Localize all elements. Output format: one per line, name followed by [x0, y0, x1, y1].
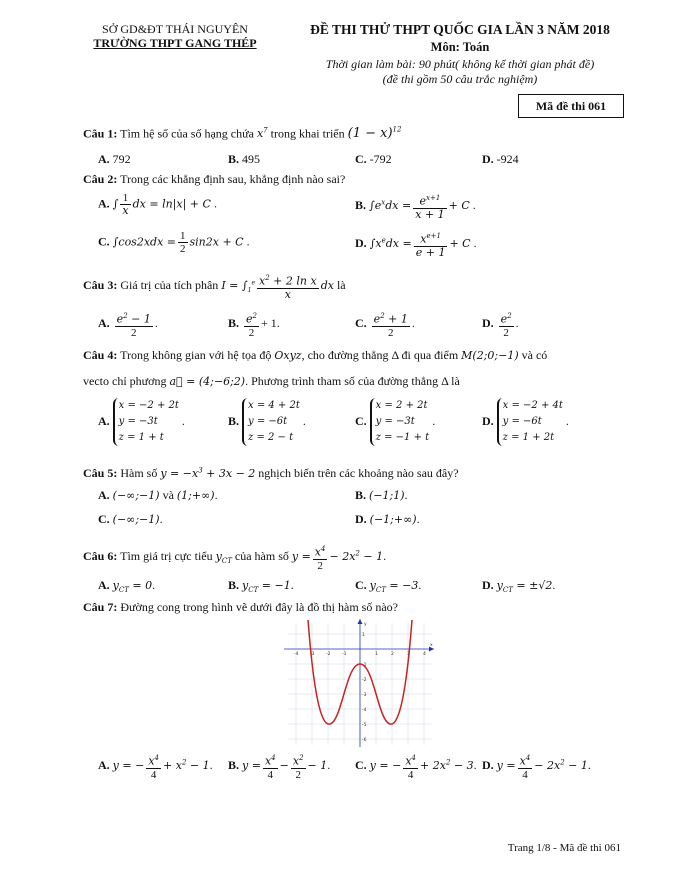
q3-option-c[interactable]: C. $\frac{e^2 + 1}{2}$ . — [355, 312, 415, 339]
question-3: Câu 3: Giá trị của tích phân $I = \int_1^e$ $\frac{x^2 + 2 \ln x}{x}$ dx là — [83, 274, 346, 301]
q4-option-c[interactable]: C. x = 2 + 2t y = −3t z = −1 + t . — [355, 398, 435, 446]
axis-label-y: y — [364, 622, 367, 627]
tick-x-neg3: -3 — [310, 652, 315, 657]
tick-x-3: 3 — [407, 652, 410, 657]
question-2 — [83, 172, 345, 187]
q1-option-c[interactable]: C. -792 — [355, 152, 392, 166]
q6-option-b[interactable]: B. $y_{CT} = -1$. — [228, 578, 294, 595]
q4-text5: . Phương trình tham số của đường thẳng Δ là — [245, 374, 460, 388]
q1-option-d[interactable]: D. -924 — [482, 152, 519, 166]
q5-option-d[interactable]: D. (−1;+∞). — [355, 512, 420, 526]
q7-text: Đường cong trong hình vẽ dưới đây là đồ thị hàm số nào? — [120, 600, 398, 614]
q5-option-a[interactable]: A. (−∞;−1) và (1;+∞). — [98, 488, 218, 502]
q6-text: Tìm giá trị cực tiểu — [120, 549, 213, 564]
q4-text2: , cho đường thẳng Δ đi qua điểm — [301, 348, 459, 362]
q7-option-c[interactable]: C. y = − $\frac{x^4}{4}$ + $2x^2 - 3$. — [355, 754, 477, 781]
q7-option-b[interactable]: B. y = $\frac{x^4}{4}$ − $\frac{x^2}{2}$ − 1. — [228, 754, 331, 781]
time-note: Thời gian làm bài: 90 phút( không kể thời gian phát đề) — [325, 57, 595, 71]
q7-label: Câu 7: — [83, 600, 118, 614]
question-4-line2: vecto chỉ phương a⃗ = (4;−6;2). Phương trình tham số của đường thẳng Δ là — [83, 374, 460, 388]
q6-option-c[interactable]: C. $y_{CT} = -3$. — [355, 578, 422, 595]
question-1: Câu 1: Tìm hệ số của số hạng chứa $x^7$ trong khai triển $(1 - x)^{12}$ — [83, 126, 402, 142]
tick-y-neg4: -4 — [362, 708, 367, 713]
y-axis-arrow — [358, 619, 363, 624]
question-5: Câu 5: Hàm số $y = -x^3 + 3x - 2$ nghịch biến trên các khoảng nào sau đây? — [83, 466, 459, 480]
q7-option-d[interactable]: D. y = $\frac{x^4}{4}$ − $2x^2 - 1$. — [482, 754, 591, 781]
subject: Môn: Toán — [430, 40, 490, 54]
school-name: TRƯỜNG THPT GANG THÉP — [93, 36, 257, 50]
q5-text: Hàm số — [120, 466, 158, 480]
tick-x-1: 1 — [375, 652, 378, 657]
q3-option-a[interactable]: A. $\frac{e^2 - 1}{2}$ . — [98, 312, 158, 339]
q6-option-a[interactable]: A. $y_{CT} = 0$. — [98, 578, 156, 595]
tick-y-neg6: -6 — [362, 738, 367, 743]
dept-name: SỞ GD&ĐT THÁI NGUYÊN — [102, 22, 248, 36]
function-graph — [280, 615, 440, 750]
q4-option-a[interactable]: A. x = −2 + 2t y = −3t z = 1 + t . — [98, 398, 185, 446]
exam-title: ĐỀ THI THỬ THPT QUỐC GIA LẦN 3 NĂM 2018 — [310, 22, 610, 37]
axis-label-x: x — [430, 643, 433, 648]
tick-x-neg2: -2 — [326, 652, 331, 657]
q3-text: Giá trị của tích phân — [120, 278, 219, 293]
tick-x-2: 2 — [391, 652, 394, 657]
q4-option-b[interactable]: B. x = 4 + 2t y = −6t z = 2 − t . — [228, 398, 306, 446]
q4-text: Trong không gian với hệ tọa độ — [120, 348, 272, 362]
q1-label: Câu 1: — [83, 126, 118, 141]
q3-option-d[interactable]: D. $\frac{e^2}{2}$ . — [482, 312, 519, 339]
tick-y-neg5: -5 — [362, 723, 367, 728]
tick-x-neg1: -1 — [342, 652, 347, 657]
q2-text: Trong các khẳng định sau, khẳng định nào sai? — [120, 172, 346, 186]
q3-text2: là — [336, 278, 346, 293]
q2-option-c[interactable]: C. ∫cos2xdx = $\frac{1}{2}$ sin2x + C . — [98, 230, 250, 255]
question-6: Câu 6: Tìm giá trị cực tiểu $y_{CT}$ của hàm số y = $\frac{x^4}{2}$ − $2x^2 - 1$. — [83, 545, 387, 572]
exam-code-box: Mã đề thi 061 — [518, 94, 624, 118]
q1-option-b[interactable]: B. 495 — [228, 152, 261, 166]
q1-text2: trong khai triển — [270, 126, 345, 141]
tick-x-4: 4 — [423, 652, 426, 657]
q2-option-b[interactable]: B. $\int e^xdx$ = $\frac{e^{x+1}}{x + 1}$ + C . — [355, 194, 476, 221]
q4-text4: vecto chỉ phương — [83, 374, 167, 388]
tick-y-neg1: -1 — [362, 663, 367, 668]
q4-label: Câu 4: — [83, 348, 118, 362]
q1-text: Tìm hệ số của số hạng chứa — [120, 126, 254, 141]
q2-option-a[interactable]: A. ∫ $\frac{1}{x}$ dx = ln|x| + C . — [98, 192, 217, 217]
question-count-note: (đề thi gồm 50 câu trắc nghiệm) — [382, 72, 538, 86]
q5-option-c[interactable]: C. (−∞;−1). — [98, 512, 163, 526]
q3-option-b[interactable]: B. $\frac{e^2}{2}$ + 1. — [228, 312, 280, 339]
q7-option-a[interactable]: A. y = − $\frac{x^4}{4}$ + $x^2 - 1$. — [98, 754, 213, 781]
tick-y-neg3: -3 — [362, 693, 367, 698]
question-4: Câu 4: Trong không gian với hệ tọa độ Oxyz, cho đường thẳng Δ đi qua điểm M(2;0;−1) và có — [83, 348, 548, 362]
tick-y-neg2: -2 — [362, 678, 367, 683]
tick-y-1: 1 — [362, 633, 365, 638]
q6-option-d[interactable]: D. $y_{CT} = \pm√2$. — [482, 578, 556, 595]
q2-option-d[interactable]: D. $\int x^edx$ = $\frac{x^{e+1}}{e + 1}$ + C . — [355, 232, 477, 259]
q3-label: Câu 3: — [83, 278, 118, 293]
tick-x-neg4: -4 — [294, 652, 299, 657]
q5-option-b[interactable]: B. (−1;1). — [355, 488, 408, 502]
q6-text2: của hàm số — [234, 549, 289, 564]
q4-text3: và có — [521, 348, 548, 362]
q6-label: Câu 6: — [83, 549, 118, 564]
q5-text2: nghịch biến trên các khoảng nào sau đây? — [258, 466, 459, 480]
q2-label: Câu 2: — [83, 172, 118, 186]
q1-option-a[interactable]: A. 792 — [98, 152, 131, 166]
q4-option-d[interactable]: D. x = −2 + 4t y = −6t z = 1 + 2t . — [482, 398, 569, 446]
question-7 — [83, 600, 398, 615]
page-footer: Trang 1/8 - Mã đề thi 061 — [507, 842, 621, 854]
q5-label: Câu 5: — [83, 466, 118, 480]
